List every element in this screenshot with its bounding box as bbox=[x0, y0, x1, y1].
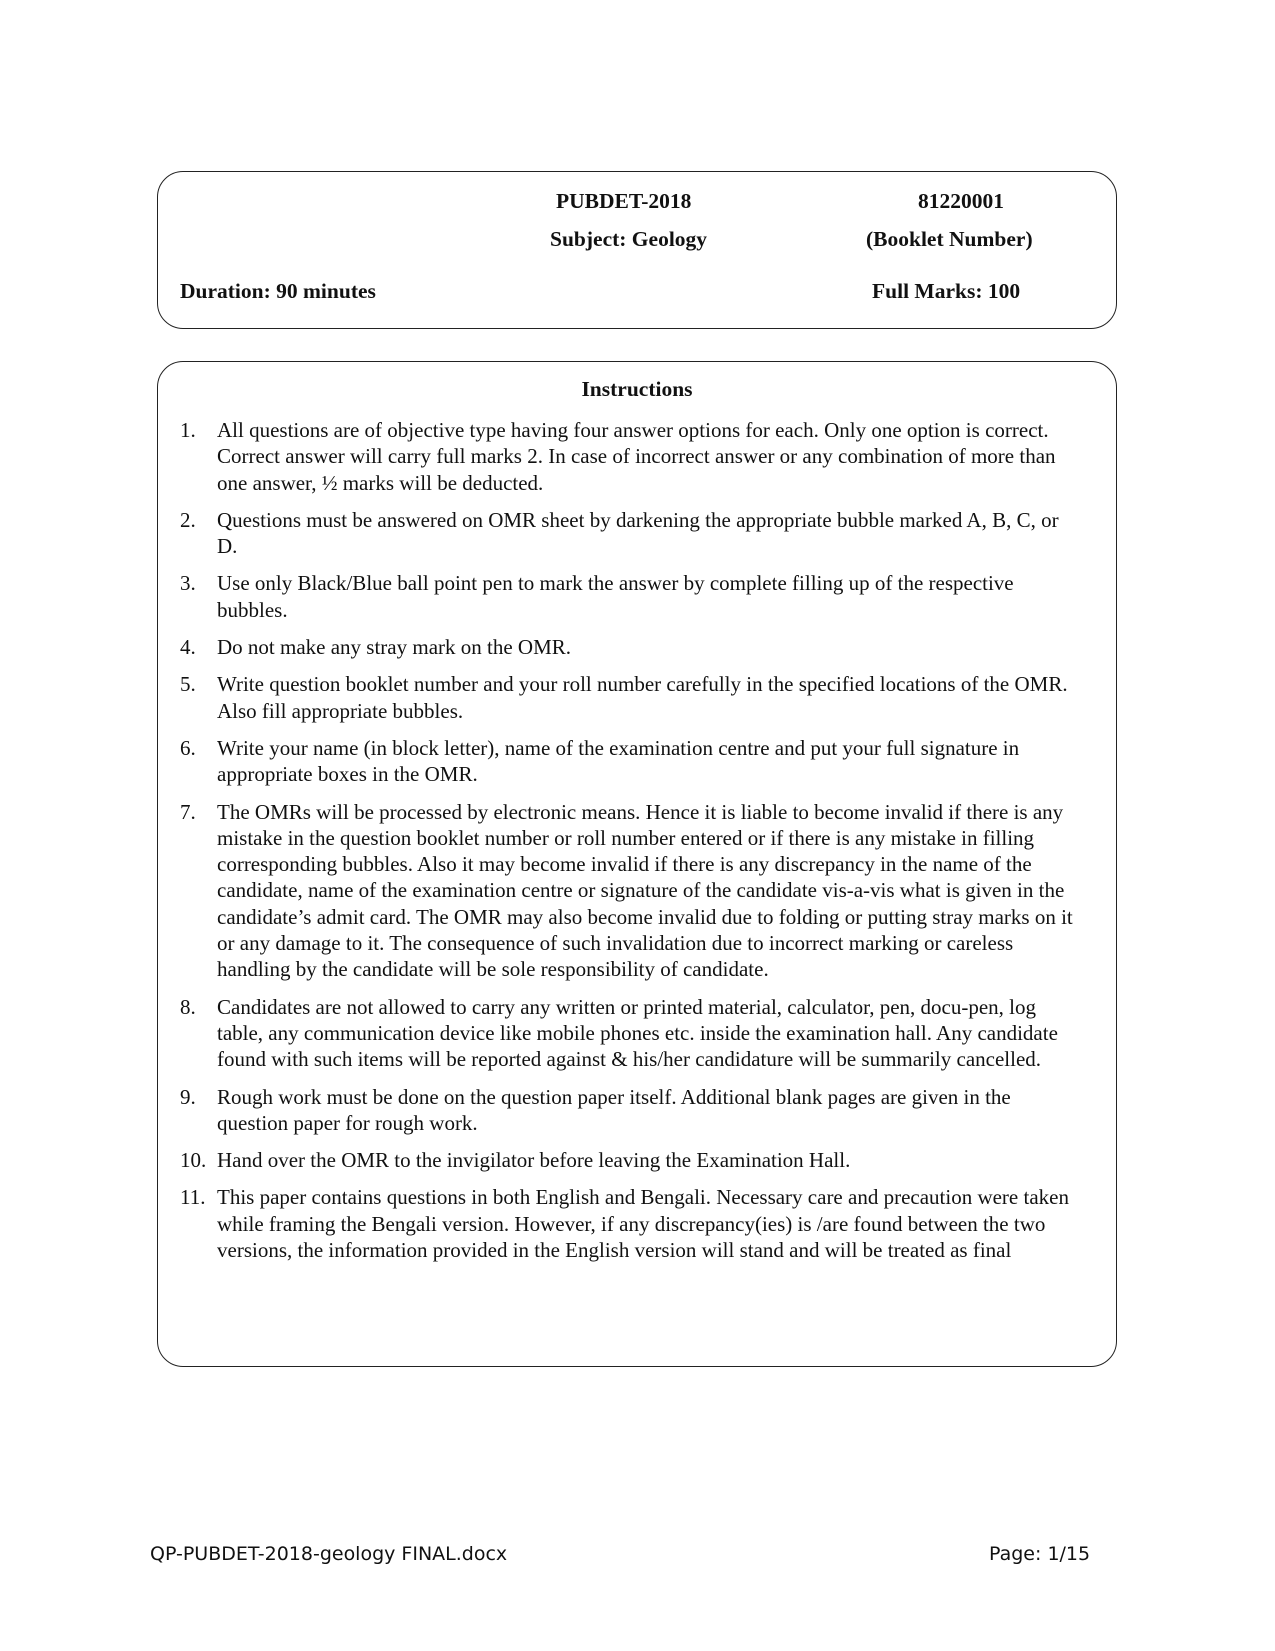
item-text: Hand over the OMR to the invigilator before leaving the Examination Hall. bbox=[217, 1148, 851, 1173]
footer-filename: QP-PUBDET-2018-geology FINAL.docx bbox=[150, 1543, 508, 1565]
item-number: 5. bbox=[180, 672, 196, 697]
booklet-number: 81220001 bbox=[918, 189, 1004, 213]
list-item bbox=[180, 735, 1080, 788]
item-number: 2. bbox=[180, 507, 196, 532]
item-text: Rough work must be done on the question paper itself. Additional blank pages are given in the question paper for rough work. bbox=[217, 1084, 1011, 1135]
list-item bbox=[180, 994, 1080, 1073]
instructions-title: Instructions bbox=[581, 377, 693, 401]
item-number: 3. bbox=[180, 571, 196, 596]
list-item bbox=[180, 671, 1080, 724]
list-item bbox=[180, 1147, 1080, 1173]
list-item bbox=[180, 1084, 1080, 1137]
item-text: This paper contains questions in both English and Bengali. Necessary care and precaution were taken while framing the Bengali version. However, if any discrepancy(ies) is /are found between the two versions, the information provided in the English version will stand and will be treated as final bbox=[217, 1185, 1069, 1263]
item-text: Use only Black/Blue ball point pen to mark the answer by complete filling up of the respective bubbles. bbox=[217, 571, 1014, 622]
item-text: All questions are of objective type having four answer options for each. Only one option is correct. Correct answer will carry full marks 2. In case of incorrect answer or any combination of more than one answer, ½ marks will be deducted. bbox=[217, 418, 1056, 495]
item-number: 10. bbox=[180, 1148, 207, 1173]
subject: Subject: Geology bbox=[550, 227, 708, 251]
duration: Duration: 90 minutes bbox=[180, 279, 376, 303]
item-text: The OMRs will be processed by electronic means. Hence it is liable to become invalid if there is any mistake in the question booklet number or roll number entered or if there is any mistake in filling corresponding bubbles. Also it may become invalid if there is any discrepancy in the name of the candidate, name of the examination centre or signature of the candidate vis-a-vis what is given in the candidate’s admit card. The OMR may also become invalid due to folding or putting stray marks on it or any damage to it. The consequence of such invalidation due to incorrect marking or careless handling by the candidate will be sole responsibility of candidate. bbox=[217, 799, 1073, 982]
item-number: 9. bbox=[180, 1084, 196, 1109]
instructions-box bbox=[157, 361, 1117, 1367]
instructions-list bbox=[180, 417, 1080, 1274]
full-marks: Full Marks: 100 bbox=[872, 279, 1021, 303]
item-number: 6. bbox=[180, 735, 196, 760]
list-item bbox=[180, 799, 1080, 983]
list-item bbox=[180, 634, 1080, 660]
item-text: Do not make any stray mark on the OMR. bbox=[217, 635, 572, 660]
booklet-number-label: (Booklet Number) bbox=[866, 227, 1033, 251]
list-item bbox=[180, 417, 1080, 496]
item-number: 11. bbox=[180, 1185, 206, 1210]
list-item bbox=[180, 1184, 1080, 1263]
footer-page-number: Page: 1/15 bbox=[989, 1543, 1091, 1565]
exam-code: PUBDET-2018 bbox=[556, 189, 692, 213]
item-text: Candidates are not allowed to carry any written or printed material, calculator, pen, docu-pen, log table, any communication device like mobile phones etc. inside the examination hall. Any candidate found with such items will be reported against & his/her candidature will be summarily cancelled. bbox=[217, 994, 1058, 1072]
item-text: Questions must be answered on OMR sheet by darkening the appropriate bubble marked A, B, C, or D. bbox=[217, 507, 1059, 559]
item-text: Write question booklet number and your roll number carefully in the specified locations of the OMR. Also fill appropriate bubbles. bbox=[217, 672, 1068, 723]
item-number: 7. bbox=[180, 799, 196, 824]
exam-header-box bbox=[157, 171, 1117, 329]
list-item bbox=[180, 570, 1080, 623]
item-number: 8. bbox=[180, 994, 196, 1019]
item-number: 1. bbox=[180, 418, 196, 442]
list-item bbox=[180, 507, 1080, 560]
item-text: Write your name (in block letter), name of the examination centre and put your full signature in appropriate boxes in the OMR. bbox=[217, 735, 1020, 787]
item-number: 4. bbox=[180, 635, 196, 660]
